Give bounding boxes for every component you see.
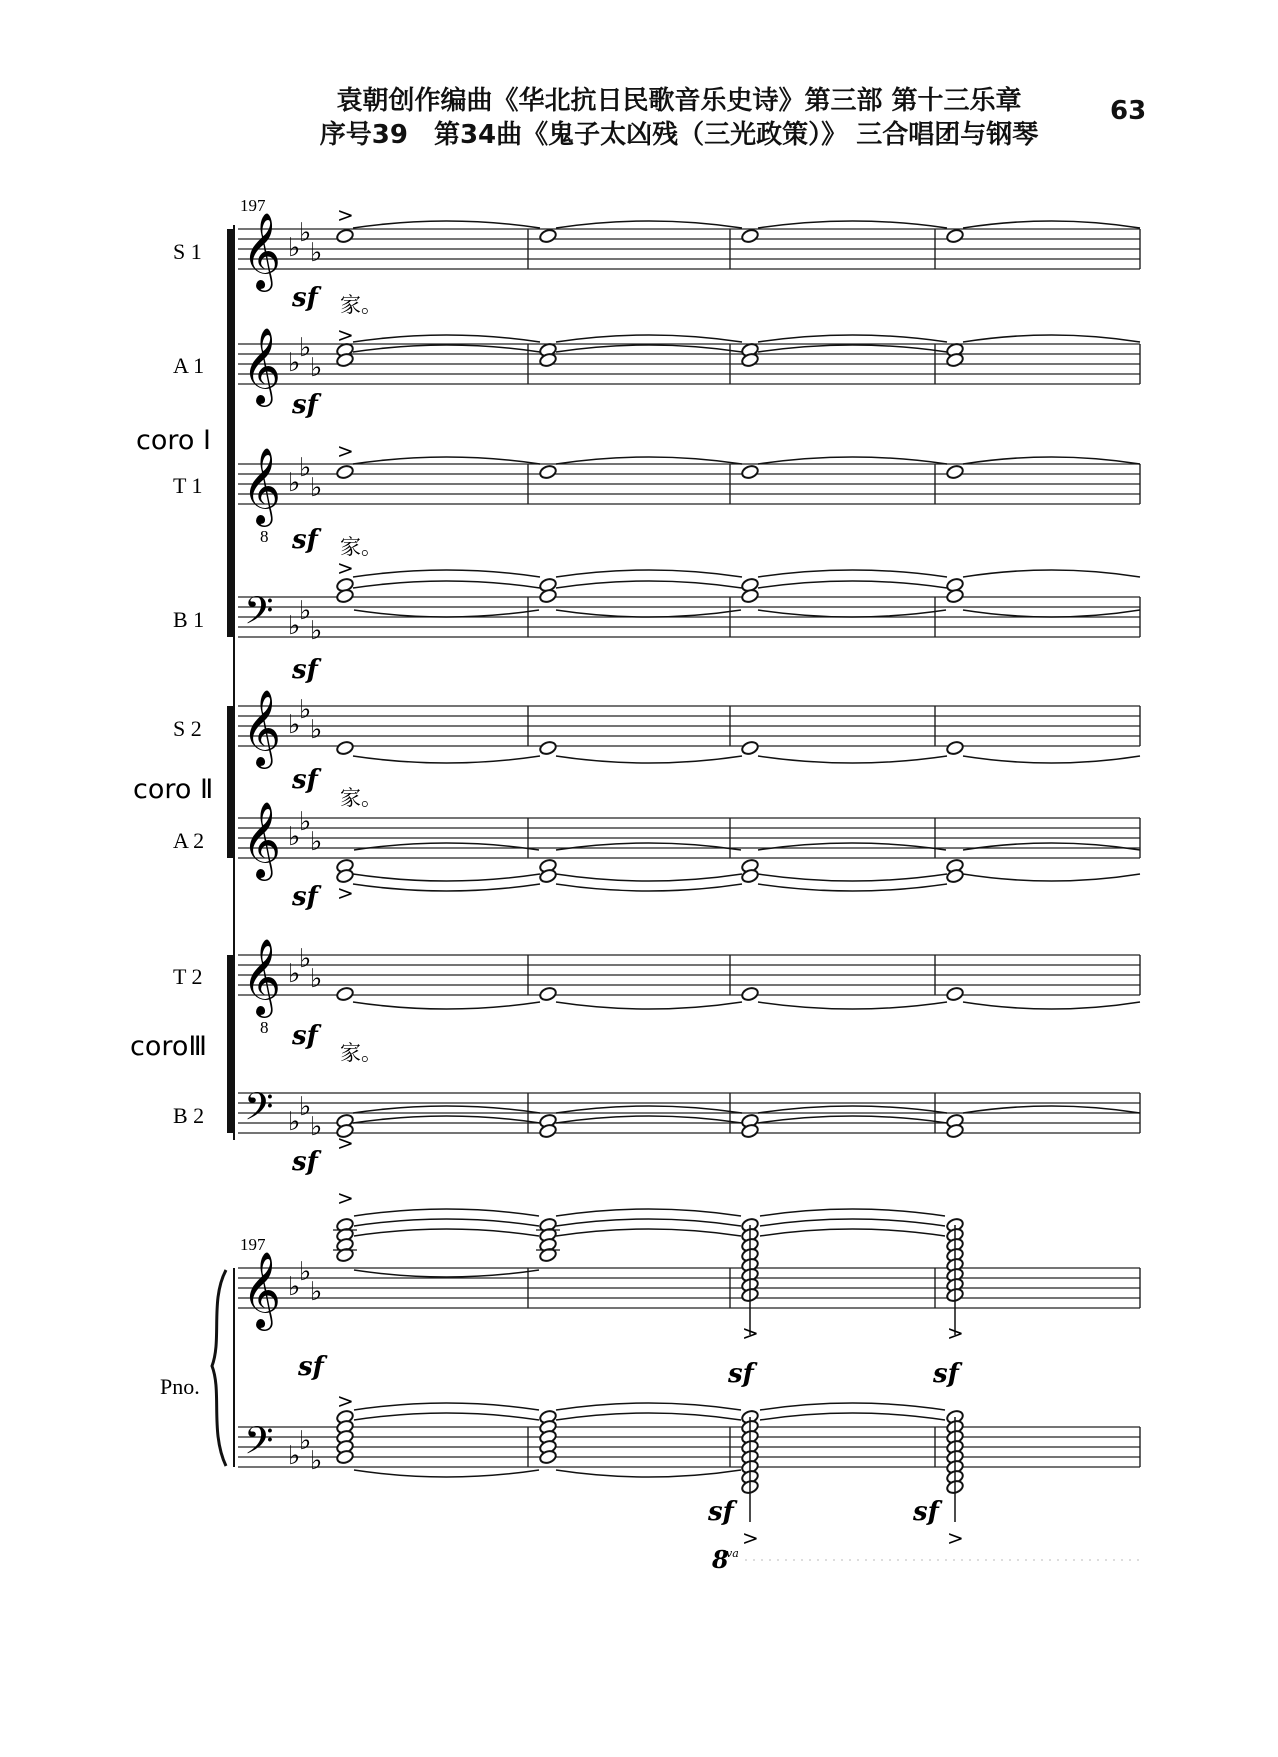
treble-clef-icon: 𝄞 xyxy=(242,1251,282,1328)
note-head xyxy=(539,228,558,244)
tie xyxy=(758,221,947,228)
tie xyxy=(353,457,540,464)
tie xyxy=(758,1116,947,1123)
accent-mark: > xyxy=(742,1321,759,1345)
tie xyxy=(758,1002,947,1009)
treble-clef-icon: 𝄞 xyxy=(242,327,282,404)
tie xyxy=(963,843,1140,850)
flat-icon: ♭ xyxy=(288,959,301,989)
flat-icon: ♭ xyxy=(310,473,323,503)
tie xyxy=(354,1470,539,1477)
note-head xyxy=(741,228,760,244)
tie xyxy=(354,1219,539,1226)
flat-icon: ♭ xyxy=(288,822,301,852)
tie xyxy=(556,610,741,617)
tie xyxy=(556,843,741,850)
tie xyxy=(963,756,1140,763)
tie xyxy=(556,884,742,891)
accent-mark: > xyxy=(337,203,354,227)
treble-clef-icon: 𝄞 xyxy=(242,447,282,524)
tie xyxy=(760,1229,945,1236)
part-label: B 1 xyxy=(173,607,205,632)
tie xyxy=(963,570,1140,577)
flat-icon: ♭ xyxy=(288,348,301,378)
part-label: A 1 xyxy=(173,353,205,378)
note-head xyxy=(336,740,355,756)
dynamic-marking: sf xyxy=(292,765,318,795)
note-head xyxy=(946,228,965,244)
tie xyxy=(353,345,540,352)
flat-icon: ♭ xyxy=(288,233,301,263)
tie xyxy=(758,457,947,464)
accent-mark: > xyxy=(337,1389,354,1413)
accent-mark: > xyxy=(337,323,354,347)
choir-label: coroⅢ xyxy=(130,1031,208,1062)
page-number: 63 xyxy=(1110,96,1147,126)
treble-clef-icon: 𝄞 xyxy=(242,938,282,1015)
tie xyxy=(963,335,1140,342)
part-label: B 2 xyxy=(173,1103,205,1128)
tie xyxy=(556,335,742,342)
measure-number: 197 xyxy=(240,196,266,215)
note-head xyxy=(539,740,558,756)
tie xyxy=(556,570,742,577)
tie xyxy=(556,756,742,763)
tie xyxy=(963,221,1140,228)
flat-icon: ♭ xyxy=(310,1446,323,1476)
dynamic-marking: sf xyxy=(708,1497,734,1527)
dynamic-marking: sf xyxy=(292,655,318,685)
tie xyxy=(963,1106,1140,1113)
flat-icon: ♭ xyxy=(299,218,312,248)
tie xyxy=(556,1229,741,1236)
flat-icon: ♭ xyxy=(288,1107,301,1137)
flat-icon: ♭ xyxy=(310,1277,323,1307)
note-head xyxy=(741,986,760,1002)
tie xyxy=(758,874,947,881)
tie xyxy=(758,1106,947,1113)
flat-icon: ♭ xyxy=(310,616,323,646)
accent-mark: > xyxy=(337,881,354,905)
flat-icon: ♭ xyxy=(310,238,323,268)
flat-icon: ♭ xyxy=(310,1112,323,1142)
tie xyxy=(353,221,540,228)
bass-clef-icon: 𝄢 xyxy=(244,1418,274,1472)
flat-icon: ♭ xyxy=(299,1092,312,1122)
accent-mark: > xyxy=(337,439,354,463)
measure-number: 197 xyxy=(240,1235,266,1254)
accent-mark: > xyxy=(337,1131,354,1155)
tie xyxy=(353,874,540,881)
accent-mark: > xyxy=(742,1526,759,1550)
octave-clef-mark: 8 xyxy=(260,1018,269,1037)
treble-clef-icon: 𝄞 xyxy=(242,801,282,878)
tie xyxy=(758,335,947,342)
part-label: S 1 xyxy=(173,239,202,264)
tie xyxy=(556,1403,741,1410)
tie xyxy=(556,1002,742,1009)
tie xyxy=(354,1229,539,1236)
dynamic-marking: sf xyxy=(292,1147,318,1177)
flat-icon: ♭ xyxy=(299,695,312,725)
treble-clef-icon: 𝄞 xyxy=(242,689,282,766)
tie xyxy=(758,610,946,617)
note-head xyxy=(946,740,965,756)
lyric-text: 家。 xyxy=(340,786,382,810)
tie xyxy=(758,581,947,588)
dynamic-marking: sf xyxy=(292,525,318,555)
accent-mark: > xyxy=(337,1186,354,1210)
tie xyxy=(353,335,540,342)
tie xyxy=(354,1270,539,1277)
note-head xyxy=(946,464,965,480)
ottava-suffix: va xyxy=(726,1547,739,1560)
accent-mark: > xyxy=(947,1321,964,1345)
tie xyxy=(556,1209,741,1216)
lyric-text: 家。 xyxy=(340,1041,382,1065)
flat-icon: ♭ xyxy=(299,1257,312,1287)
tie xyxy=(353,570,540,577)
bass-clef-icon: 𝄢 xyxy=(244,588,274,642)
note-head xyxy=(539,986,558,1002)
tie xyxy=(760,1209,945,1216)
tie xyxy=(353,581,540,588)
flat-icon: ♭ xyxy=(288,710,301,740)
note-head xyxy=(539,464,558,480)
flat-icon: ♭ xyxy=(299,944,312,974)
tie xyxy=(556,221,742,228)
dynamic-marking: sf xyxy=(292,1021,318,1051)
flat-icon: ♭ xyxy=(299,1426,312,1456)
flat-icon: ♭ xyxy=(288,1272,301,1302)
tie xyxy=(354,610,539,617)
dynamic-marking: sf xyxy=(933,1359,959,1389)
tie xyxy=(354,843,539,850)
tie xyxy=(556,1116,742,1123)
octave-clef-mark: 8 xyxy=(260,527,269,546)
flat-icon: ♭ xyxy=(299,596,312,626)
dynamic-marking: sf xyxy=(728,1359,754,1389)
tie xyxy=(556,1470,741,1477)
flat-icon: ♭ xyxy=(299,807,312,837)
flat-icon: ♭ xyxy=(288,611,301,641)
tie xyxy=(556,581,742,588)
treble-clef-icon: 𝄞 xyxy=(242,212,282,289)
note-head xyxy=(946,986,965,1002)
tie xyxy=(354,1209,539,1216)
tie xyxy=(556,1219,741,1226)
tie xyxy=(556,457,742,464)
choir-label: coro Ⅰ xyxy=(136,425,211,456)
tie xyxy=(353,1002,540,1009)
score-title-line1: 袁朝创作编曲《华北抗日民歌音乐史诗》第三部 第十三乐章 xyxy=(336,86,1022,116)
flat-icon: ♭ xyxy=(288,468,301,498)
part-label: T 1 xyxy=(173,473,203,498)
tie xyxy=(760,1413,945,1420)
tie xyxy=(353,1106,540,1113)
tie xyxy=(760,1403,945,1410)
piano-brace xyxy=(212,1270,226,1466)
note-head xyxy=(741,464,760,480)
note-head xyxy=(336,228,355,244)
tie xyxy=(758,756,947,763)
tie xyxy=(556,874,742,881)
tie xyxy=(758,345,947,352)
accent-mark: > xyxy=(337,556,354,580)
note-head xyxy=(741,740,760,756)
dynamic-marking: sf xyxy=(913,1497,939,1527)
tie xyxy=(963,874,1140,881)
tie xyxy=(963,1002,1140,1009)
tie xyxy=(556,1413,741,1420)
tie xyxy=(963,610,1140,617)
tie xyxy=(760,1219,945,1226)
flat-icon: ♭ xyxy=(310,715,323,745)
note-head xyxy=(336,986,355,1002)
tie xyxy=(556,345,742,352)
tie xyxy=(354,1403,539,1410)
tie xyxy=(758,843,946,850)
flat-icon: ♭ xyxy=(310,827,323,857)
dynamic-marking: sf xyxy=(292,390,318,420)
tie xyxy=(556,1106,742,1113)
flat-icon: ♭ xyxy=(288,1441,301,1471)
lyric-text: 家。 xyxy=(340,293,382,317)
tie xyxy=(353,756,540,763)
note-head xyxy=(336,464,355,480)
choir-label: coro Ⅱ xyxy=(133,774,214,805)
dynamic-marking: sf xyxy=(292,882,318,912)
flat-icon: ♭ xyxy=(310,964,323,994)
tie xyxy=(758,884,947,891)
flat-icon: ♭ xyxy=(299,333,312,363)
bass-clef-icon: 𝄢 xyxy=(244,1084,274,1138)
flat-icon: ♭ xyxy=(310,353,323,383)
tie xyxy=(354,1413,539,1420)
tie xyxy=(963,457,1140,464)
accent-mark: > xyxy=(947,1526,964,1550)
dynamic-marking: sf xyxy=(292,283,318,313)
part-label: T 2 xyxy=(173,964,203,989)
ottava-marking: 8 xyxy=(712,1545,729,1574)
part-label: A 2 xyxy=(173,828,205,853)
tie xyxy=(353,884,540,891)
tie xyxy=(758,570,947,577)
dynamic-marking: sf xyxy=(298,1352,324,1382)
piano-label: Pno. xyxy=(160,1374,200,1399)
flat-icon: ♭ xyxy=(299,453,312,483)
lyric-text: 家。 xyxy=(340,535,382,559)
score-title-line2: 序号39 第34曲《鬼子太凶残（三光政策）》 三合唱团与钢琴 xyxy=(319,120,1039,150)
part-label: S 2 xyxy=(173,716,202,741)
tie xyxy=(353,1116,540,1123)
